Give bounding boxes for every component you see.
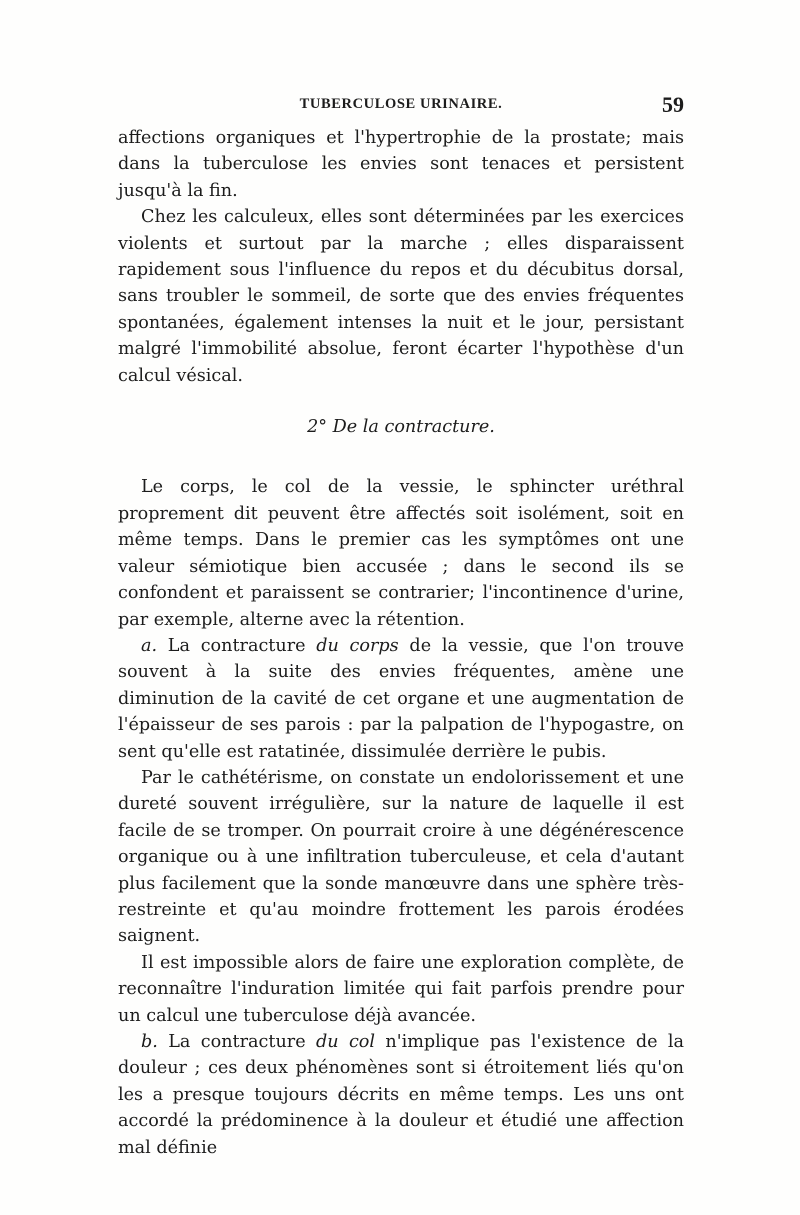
page-number: 59 [662, 92, 684, 117]
list-marker-b: b. [141, 1032, 158, 1052]
paragraph-contracture-corps [118, 633, 684, 765]
paragraph-exploration: Il est impossible alors de faire une exploration complète, de reconnaître l'induration limitée qui fait parfois prendre pour un calcul une tuberculose déjà avancée. [118, 952, 684, 1026]
running-title: TUBERCULOSE URINAIRE. [299, 96, 503, 112]
paragraph-emphasis: du col [315, 1032, 376, 1052]
paragraph-catheterisme: Par le cathétérisme, on constate un endolorissement et une dureté souvent irrégulière, sur la nature de laquelle il est facile de se tromper. On pourrait croire à une dégénérescence organique ou à une infiltration tuberculeuse, et cela d'autant plus facilement que la sonde manœuvre dans une sphère très-restreinte et qu'au moindre frottement les parois érodées saignent. [118, 767, 684, 947]
paragraph-continuation: affections organiques et l'hypertrophie de la prostate; mais dans la tuberculose les envies sont tenaces et persistent jusqu'à la fin. [118, 128, 684, 201]
paragraph-contracture-col [118, 1029, 684, 1161]
paragraph-lead: La contracture [157, 635, 317, 656]
paragraph-emphasis: du corps [316, 635, 399, 656]
paragraph-contracture-intro: Le corps, le col de la vessie, le sphincter uréthral proprement dit peuvent être affectés soit isolément, soit en même temps. Dans le premier cas les symptômes ont une valeur sémiotique bien accusée ; dans le second ils se confondent et paraissent se contrarier; l'incontinence d'urine, par exemple, alterne avec la rétention. [118, 477, 684, 630]
paragraph-body: de la vessie, que l'on trouve souvent à la suite des envies fréquentes, amène une diminution de la cavité de cet organe et une augmentation de l'épaisseur de ses parois : par la palpation de l'hypogastre, on sent qu'elle est ratatinée, dissimulée derrière le pubis. [118, 635, 684, 762]
running-head [118, 92, 684, 120]
section-heading: 2° De la contracture. [307, 417, 495, 438]
paragraph-lead: La contracture [157, 1032, 316, 1052]
body-text [118, 125, 684, 1161]
paragraph-body: n'implique pas l'existence de la douleur ; ces deux phénomènes sont si étroitement liés qu'on les a presque toujours décrits en même temps. Les uns ont accordé la prédominence à la douleur et étudié une affection mal définie [118, 1032, 684, 1158]
list-marker-a: a. [141, 635, 158, 656]
paragraph-calculeux: Chez les calculeux, elles sont déterminées par les exercices violents et surtout par la marche ; elles disparaissent rapidement sous l'influence du repos et du décubitus dorsal, sans troubler le sommeil, de sorte que des envies fréquentes spontanées, également intenses la nuit et le jour, persistant malgré l'immobilité absolue, feront écarter l'hypothèse d'un calcul vésical. [118, 207, 684, 386]
